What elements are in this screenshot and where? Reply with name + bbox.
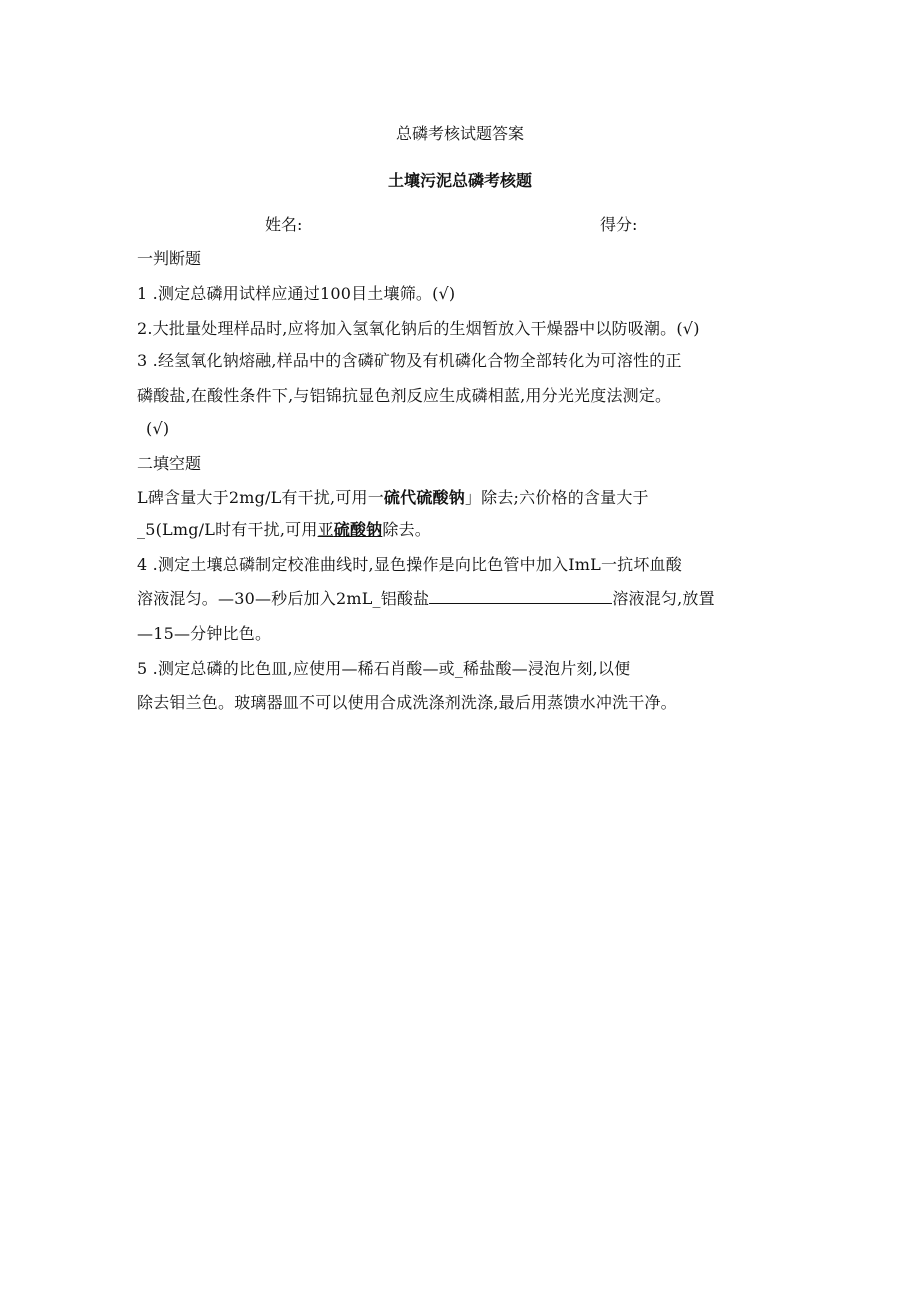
- section-fill-blank-heading: 二填空题: [137, 454, 202, 473]
- answer-prefix: 亚: [317, 520, 334, 539]
- question-1: 1 .测定总磷用试样应通过100目土壤筛。(√): [137, 284, 456, 303]
- question-5b-line-2: 除去钼兰色。玻璃器皿不可以使用合成洗涤剂洗涤,最后用蒸馈水冲洗干净。: [137, 693, 677, 712]
- answer-sodium-sulfite: 硫酸钠: [333, 520, 383, 539]
- question-4-text-2: 溶液混匀,放置: [612, 589, 715, 608]
- name-label: 姓名:: [265, 215, 303, 234]
- answer-sodium-thiosulfate: 硫代硫酸钠: [383, 488, 465, 507]
- question-5-line: [137, 519, 431, 541]
- question-l-text-1: L碑含量大于2mg/L有干扰,可用一: [137, 488, 384, 507]
- question-4-text-1: 溶液混匀。—30—秒后加入2mL_铝酸盐: [137, 589, 430, 608]
- question-l-line: [137, 487, 649, 509]
- document-title: 总磷考核试题答案: [395, 124, 524, 143]
- question-4-line-1: 4 .测定土壤总磷制定校准曲线时,显色操作是向比色管中加入ImL一抗坏血酸: [137, 555, 682, 574]
- question-5-text-2: 除去。: [382, 520, 431, 539]
- section-true-false-heading: 一判断题: [137, 249, 202, 268]
- question-4-line-2: [137, 588, 715, 610]
- score-label: 得分:: [600, 215, 638, 234]
- fill-blank-line: [429, 589, 612, 604]
- question-3-line-2: 磷酸盐,在酸性条件下,与铝锦抗显色剂反应生成磷相蓝,用分光光度法测定。: [137, 386, 672, 405]
- question-2: 2.大批量处理样品时,应将加入氢氧化钠后的生烟暂放入干燥器中以防吸潮。(√): [137, 319, 700, 338]
- question-4-line-3: —15—分钟比色。: [137, 624, 272, 643]
- question-l-text-2: 」除去;六价格的含量大于: [464, 488, 649, 507]
- question-5-text-1: _5(Lmg/L时有干扰,可用: [137, 520, 318, 539]
- question-3-answer: (√): [146, 419, 170, 438]
- document-subtitle: 土壤污泥总磷考核题: [387, 171, 532, 190]
- question-5b-line-1: 5 .测定总磷的比色皿,应使用—稀石肖酸—或_稀盐酸—浸泡片刻,以便: [137, 659, 631, 678]
- question-3-line-1: 3 .经氢氧化钠熔融,样品中的含磷矿物及有机磷化合物全部转化为可溶性的正: [137, 351, 682, 370]
